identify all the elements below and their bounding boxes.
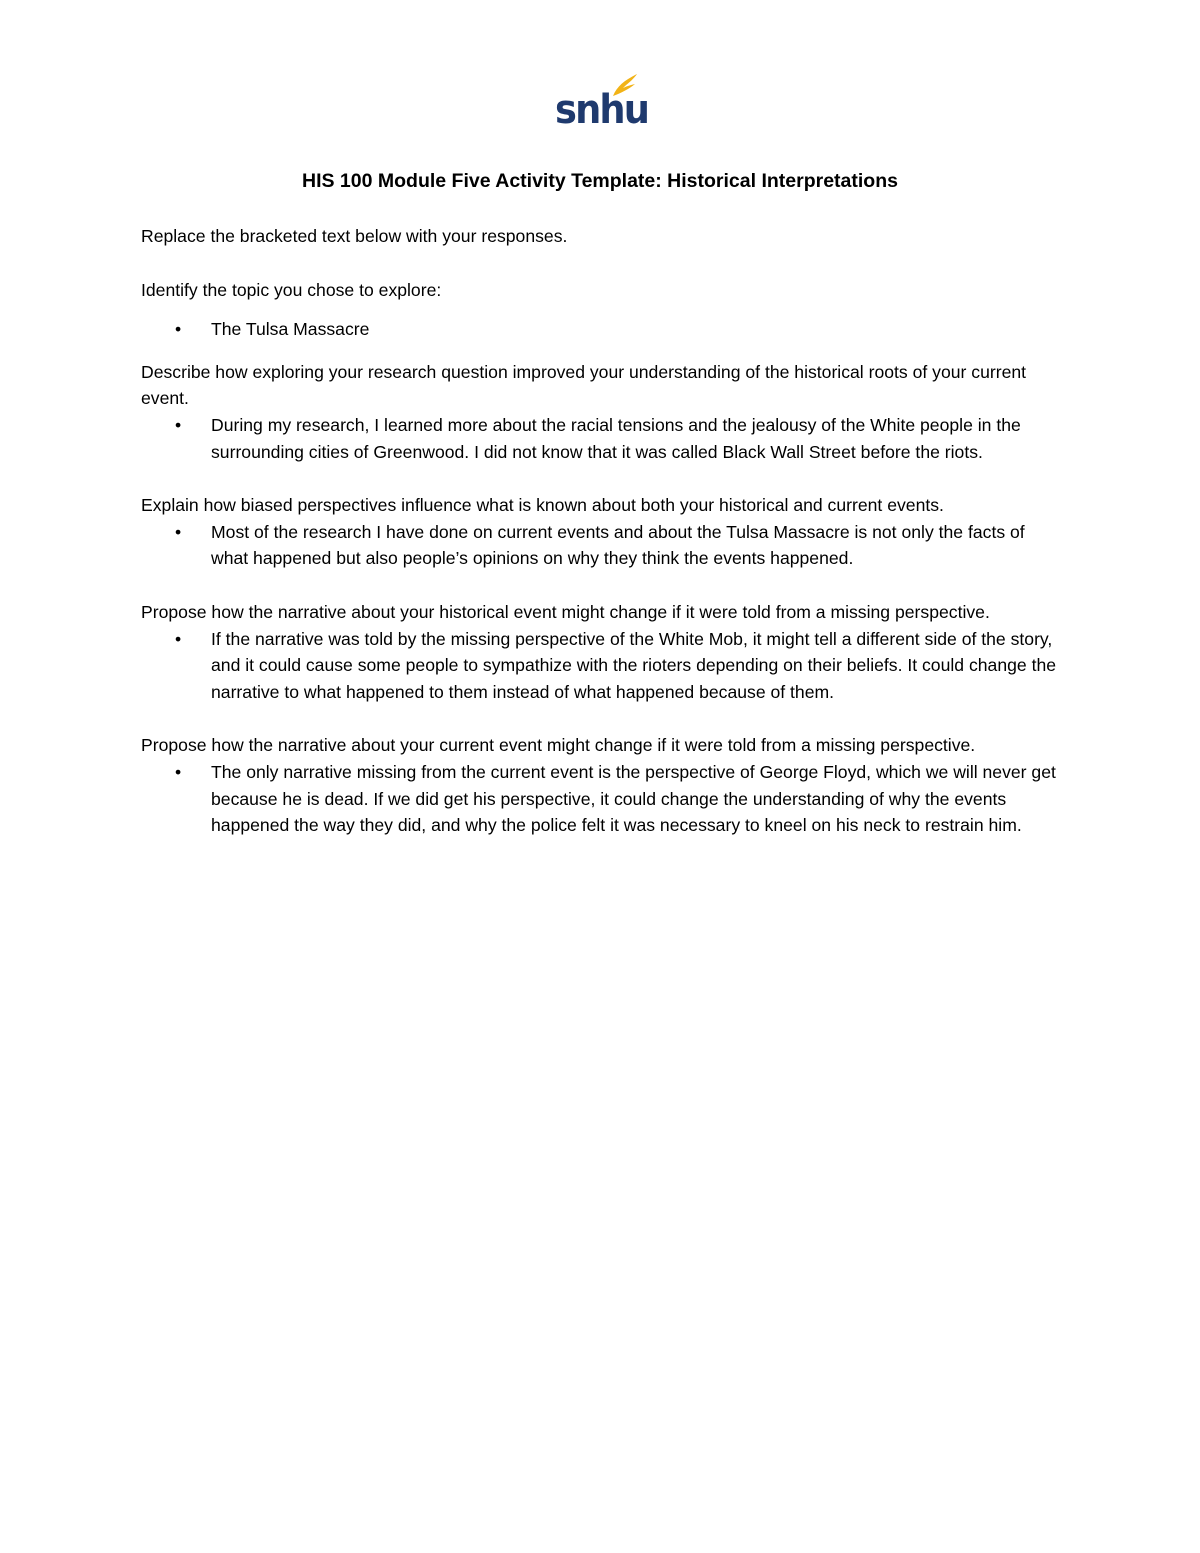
instruction-text: Replace the bracketed text below with your responses. [141, 226, 568, 246]
list-item [141, 412, 1066, 465]
logo-text: snhu [555, 87, 649, 133]
section-answer-list [141, 626, 1066, 706]
bullet-icon: • [175, 319, 182, 340]
document-title: HIS 100 Module Five Activity Template: Historical Interpretations [302, 170, 898, 192]
document-body [141, 223, 1066, 839]
section-answer-list [141, 412, 1066, 465]
list-item [141, 626, 1066, 706]
section-answer-list [141, 759, 1066, 839]
section-answer-understanding: During my research, I learned more about the racial tensions and the jealousy of the White people in the surrounding cities of Greenwood. I did not know that it was called Black Wall Street before the riots. [211, 414, 1021, 462]
bullet-icon: • [175, 521, 182, 542]
bullet-icon: • [175, 414, 182, 435]
section-prompt-understanding: Describe how exploring your research question improved your understanding of the historical roots of your current event. [141, 361, 1027, 409]
section-prompt-topic: Identify the topic you chose to explore: [141, 279, 442, 300]
bullet-icon: • [175, 628, 182, 649]
section-prompt-current-perspective: Propose how the narrative about your current event might change if it were told from a missing perspective. [141, 735, 976, 756]
section-answer-current-perspective: The only narrative missing from the current event is the perspective of George Floyd, which we will never get because he is dead. If we did get his perspective, it could change the understanding of why the events happened the way they did, and why the police felt it was necessary to kneel on his neck to restrain him. [211, 761, 1056, 836]
section-answer-list [141, 519, 1066, 572]
list-item [141, 316, 1066, 343]
section-answer-bias: Most of the research I have done on current events and about the Tulsa Massacre is not only the facts of what happened but also people’s opinions on why they think the events happened. [211, 521, 1025, 569]
section-prompt-bias: Explain how biased perspectives influence what is known about both your historical and current events. [141, 495, 944, 516]
flame-icon [611, 72, 639, 98]
list-item [141, 759, 1066, 839]
bullet-icon: • [175, 761, 182, 782]
section-prompt-historical-perspective: Propose how the narrative about your historical event might change if it were told from a missing perspective. [141, 601, 990, 622]
list-item [141, 519, 1066, 572]
section-answer-topic: The Tulsa Massacre [211, 319, 370, 340]
section-answer-list [141, 316, 1066, 343]
snhu-logo [555, 72, 649, 134]
section-answer-historical-perspective: If the narrative was told by the missing perspective of the White Mob, it might tell a different side of the story, and it could cause some people to sympathize with the rioters depending on their beliefs. It could change the narrative to what happened to them instead of what happened because of them. [211, 628, 1057, 702]
